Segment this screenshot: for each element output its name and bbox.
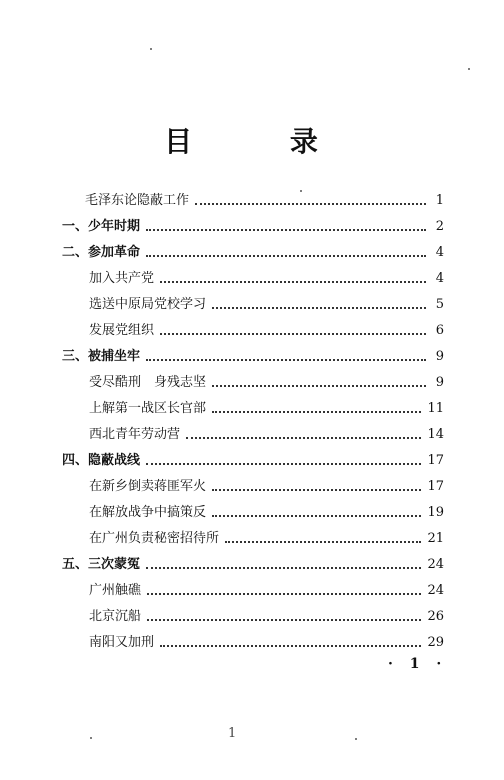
toc-leader-dots <box>160 333 426 335</box>
toc-entry-label: 在新乡倒卖蒋匪军火 <box>89 479 207 494</box>
toc-entry-label: 西北青年劳动营 <box>89 427 181 442</box>
toc-entry-page: 4 <box>435 271 444 286</box>
toc-leader-dots <box>146 567 421 569</box>
toc-entry[interactable] <box>62 526 444 548</box>
toc-leader-dots <box>195 203 426 205</box>
toc-leader-dots <box>146 359 426 361</box>
toc-entry-label: 三、被捕坐牢 <box>62 349 141 364</box>
scan-speck <box>300 190 302 192</box>
toc-entry-page: 17 <box>427 453 444 468</box>
toc-entry[interactable] <box>62 370 444 392</box>
toc-leader-dots <box>160 645 421 647</box>
toc-entry[interactable] <box>62 396 444 418</box>
toc-entry[interactable] <box>62 500 444 522</box>
toc-entry-label: 加入共产党 <box>89 271 155 286</box>
toc-leader-dots <box>225 541 421 543</box>
toc-entry[interactable] <box>62 214 444 236</box>
toc-entry-page: 24 <box>427 557 444 572</box>
toc-leader-dots <box>212 307 426 309</box>
toc-entry-label: 选送中原局党校学习 <box>89 297 207 312</box>
bottom-mark: 1 <box>228 726 237 741</box>
toc-entry[interactable] <box>62 474 444 496</box>
page-title: 目 录 <box>164 125 362 158</box>
toc-leader-dots <box>212 385 426 387</box>
toc-entry-page: 29 <box>427 635 444 650</box>
toc-entry[interactable] <box>62 448 444 470</box>
scan-speck <box>355 738 357 740</box>
toc-entry-page: 2 <box>435 219 444 234</box>
toc-entry[interactable] <box>62 552 444 574</box>
toc-entry-page: 9 <box>435 349 444 364</box>
toc-entry-page: 26 <box>427 609 444 624</box>
toc-entry-page: 24 <box>427 583 444 598</box>
toc-entry-label: 广州触礁 <box>89 583 142 598</box>
toc-entry[interactable] <box>62 604 444 626</box>
toc-entry[interactable] <box>62 240 444 262</box>
toc-entry-label: 四、隐蔽战线 <box>62 453 141 468</box>
toc-entry-label: 在广州负责秘密招待所 <box>89 531 220 546</box>
toc-entry-label: 上解第一战区长官部 <box>89 401 207 416</box>
toc-entry-page: 17 <box>427 479 444 494</box>
toc-entry-page: 1 <box>435 193 444 208</box>
toc-entry-label: 发展党组织 <box>89 323 155 338</box>
toc-entry[interactable] <box>62 188 444 210</box>
toc-entry-label: 二、参加革命 <box>62 245 141 260</box>
toc-entry[interactable] <box>62 344 444 366</box>
toc-leader-dots <box>212 411 421 413</box>
toc-entry[interactable] <box>62 292 444 314</box>
toc-entry-page: 21 <box>427 531 444 546</box>
scan-speck <box>468 68 470 70</box>
toc-entry-page: 9 <box>435 375 444 390</box>
toc-leader-dots <box>160 281 426 283</box>
toc-leader-dots <box>212 489 421 491</box>
scan-speck <box>90 737 92 739</box>
toc-entry-label: 南阳又加刑 <box>89 635 155 650</box>
toc-entry-label: 一、少年时期 <box>62 219 141 234</box>
toc-leader-dots <box>147 619 421 621</box>
toc-entry[interactable] <box>62 318 444 340</box>
toc-entry-page: 6 <box>435 323 444 338</box>
toc-leader-dots <box>147 593 421 595</box>
scan-speck <box>150 48 152 50</box>
toc-leader-dots <box>146 463 421 465</box>
toc-entry[interactable] <box>62 422 444 444</box>
toc-entry-label: 北京沉船 <box>89 609 142 624</box>
toc-entry-label: 在解放战争中搞策反 <box>89 505 207 520</box>
page-number-footer: · 1 · <box>388 656 448 672</box>
toc-entry[interactable] <box>62 630 444 652</box>
toc-entry-page: 19 <box>427 505 444 520</box>
toc-entry[interactable] <box>62 578 444 600</box>
toc-entry-label: 毛泽东论隐蔽工作 <box>85 193 190 208</box>
toc-leader-dots <box>212 515 421 517</box>
toc-entry-label: 受尽酷刑 身残志坚 <box>89 375 207 390</box>
toc-entry-page: 14 <box>427 427 444 442</box>
toc-entry-page: 4 <box>435 245 444 260</box>
toc-leader-dots <box>146 255 426 257</box>
toc-entry-page: 11 <box>427 401 444 416</box>
toc-leader-dots <box>146 229 426 231</box>
toc-entry[interactable] <box>62 266 444 288</box>
toc-entry-label: 五、三次蒙冤 <box>62 557 141 572</box>
toc-entry-page: 5 <box>435 297 444 312</box>
toc-leader-dots <box>186 437 421 439</box>
